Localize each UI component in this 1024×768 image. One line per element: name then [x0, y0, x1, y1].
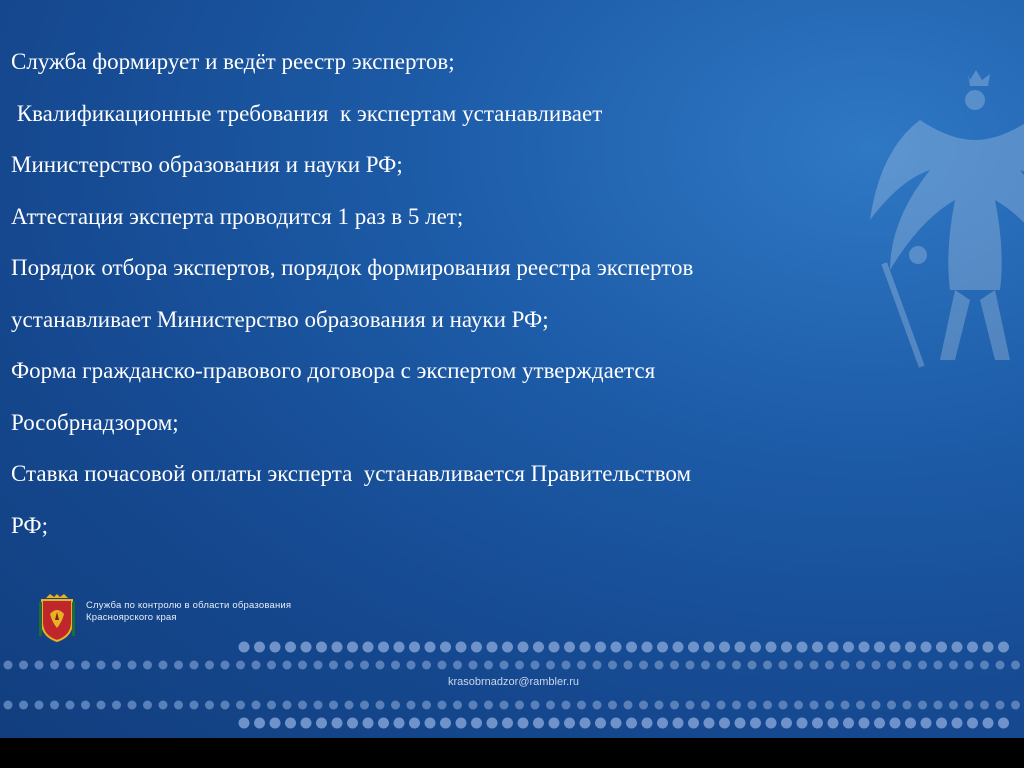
- decorative-dot: [735, 642, 746, 653]
- decorative-dot: [859, 642, 870, 653]
- decorative-dot: [905, 718, 916, 729]
- decorative-dot: [763, 661, 772, 670]
- decorative-dot: [301, 718, 312, 729]
- bullet-text: РФ;: [11, 512, 48, 538]
- decorative-dot: [580, 718, 591, 729]
- decorative-dot: [394, 642, 405, 653]
- decorative-dot: [301, 642, 312, 653]
- decorative-dot: [841, 701, 850, 710]
- decorative-dot: [921, 642, 932, 653]
- decorative-dot: [471, 718, 482, 729]
- decorative-dot: [673, 718, 684, 729]
- decorative-dot: [270, 642, 281, 653]
- bullet-text: Министерство образования и науки РФ;: [11, 152, 403, 177]
- decorative-dot: [611, 642, 622, 653]
- decorative-dot: [143, 661, 152, 670]
- decorative-dot: [456, 718, 467, 729]
- decorative-dot: [549, 642, 560, 653]
- decorative-dot: [624, 701, 633, 710]
- decorative-dot: [502, 718, 513, 729]
- bullet-text: Служба формирует и ведёт реестр экспертов;: [11, 49, 455, 74]
- decorative-dot: [143, 701, 152, 710]
- decorative-dot: [254, 642, 265, 653]
- decorative-dot: [221, 701, 230, 710]
- decorative-dot: [345, 701, 354, 710]
- decorative-dot: [549, 718, 560, 729]
- decorative-dot: [936, 642, 947, 653]
- decorative-dot: [533, 718, 544, 729]
- decorative-dot: [407, 701, 416, 710]
- decorative-dot: [425, 718, 436, 729]
- decorative-dot: [564, 642, 575, 653]
- decorative-dot: [254, 718, 265, 729]
- bullet-text: устанавливает Министерство образования и науки РФ;: [11, 306, 549, 332]
- decorative-dot: [533, 642, 544, 653]
- decorative-dot: [469, 701, 478, 710]
- decorative-dot: [996, 701, 1005, 710]
- decorative-dot: [391, 701, 400, 710]
- decorative-dot: [750, 718, 761, 729]
- decorative-dot: [952, 718, 963, 729]
- decorative-dot: [502, 642, 513, 653]
- decorative-dot: [236, 701, 245, 710]
- decorative-dot: [611, 718, 622, 729]
- decorative-dot: [360, 701, 369, 710]
- decorative-dot: [763, 701, 772, 710]
- decorative-dot: [190, 701, 199, 710]
- bullet-text: Аттестация эксперта проводится 1 раз в 5 лет;: [11, 203, 464, 229]
- decorative-dot: [905, 642, 916, 653]
- decorative-dot: [531, 701, 540, 710]
- decorative-dot: [81, 661, 90, 670]
- decorative-dot: [347, 718, 358, 729]
- decorative-dot: [859, 718, 870, 729]
- decorative-dot: [239, 718, 250, 729]
- decorative-dot: [469, 661, 478, 670]
- decorative-dot: [797, 642, 808, 653]
- decorative-dot: [4, 701, 13, 710]
- decorative-dot: [934, 661, 943, 670]
- decorative-dot: [701, 661, 710, 670]
- decorative-dot: [980, 661, 989, 670]
- decorative-dot: [267, 661, 276, 670]
- decorative-dot: [949, 661, 958, 670]
- decorative-dot: [642, 718, 653, 729]
- organization-name: [86, 600, 291, 624]
- decorative-dot: [128, 661, 137, 670]
- decorative-dot: [360, 661, 369, 670]
- decorative-dot: [267, 701, 276, 710]
- decorative-dot: [856, 661, 865, 670]
- decorative-dot: [407, 661, 416, 670]
- decorative-dot: [329, 701, 338, 710]
- decorative-dot: [965, 661, 974, 670]
- decorative-dot: [487, 718, 498, 729]
- decorative-dot: [903, 661, 912, 670]
- decorative-dot: [314, 661, 323, 670]
- decorative-dot: [484, 661, 493, 670]
- decorative-dot: [81, 701, 90, 710]
- decorative-dot: [719, 642, 730, 653]
- decorative-dot: [655, 661, 664, 670]
- decorative-dot: [1011, 661, 1020, 670]
- decorative-dot: [378, 718, 389, 729]
- decorative-dot: [874, 642, 885, 653]
- decorative-dot: [934, 701, 943, 710]
- decorative-dot: [345, 661, 354, 670]
- decorative-dot: [314, 701, 323, 710]
- decorative-dot: [391, 661, 400, 670]
- decorative-dot: [422, 701, 431, 710]
- decorative-dot: [890, 718, 901, 729]
- organization-logo: [38, 594, 291, 642]
- decorative-dot: [190, 661, 199, 670]
- decorative-dot: [887, 701, 896, 710]
- decorative-dot: [996, 661, 1005, 670]
- decorative-dot: [980, 701, 989, 710]
- decorative-dot: [500, 661, 509, 670]
- decorative-dot: [952, 642, 963, 653]
- decorative-dot: [440, 718, 451, 729]
- decorative-dot: [903, 701, 912, 710]
- decorative-dot: [577, 701, 586, 710]
- decorative-dot: [983, 718, 994, 729]
- decorative-dot: [608, 701, 617, 710]
- decorative-dot: [19, 701, 28, 710]
- decorative-dot: [453, 661, 462, 670]
- decorative-dot: [283, 701, 292, 710]
- decorative-dot: [298, 661, 307, 670]
- decorative-dot: [642, 642, 653, 653]
- decorative-dot: [828, 642, 839, 653]
- decorative-dot: [409, 642, 420, 653]
- decorative-dot: [983, 642, 994, 653]
- decorative-dot: [670, 661, 679, 670]
- decorative-dot: [810, 661, 819, 670]
- decorative-dot: [825, 661, 834, 670]
- decorative-dot: [719, 718, 730, 729]
- decorative-dot: [425, 642, 436, 653]
- decorative-dot: [781, 718, 792, 729]
- decorative-dot: [316, 642, 327, 653]
- decorative-dot: [843, 718, 854, 729]
- decorative-dot: [112, 661, 121, 670]
- decorative-dot: [205, 661, 214, 670]
- decorative-dot: [394, 718, 405, 729]
- decorative-dot: [97, 701, 106, 710]
- decorative-dot: [779, 661, 788, 670]
- bullet-list: [11, 36, 911, 551]
- decorative-dot: [577, 661, 586, 670]
- decorative-dot: [918, 701, 927, 710]
- decorative-dot: [239, 642, 250, 653]
- decorative-dot: [828, 718, 839, 729]
- decorative-dot: [236, 661, 245, 670]
- decorative-dot: [735, 718, 746, 729]
- decorative-dot: [626, 718, 637, 729]
- decorative-dot: [701, 701, 710, 710]
- decorative-dot: [686, 701, 695, 710]
- decorative-dot: [562, 661, 571, 670]
- decorative-dot: [872, 661, 881, 670]
- decorative-dot: [794, 701, 803, 710]
- decorative-dot: [732, 701, 741, 710]
- decorative-dot: [174, 701, 183, 710]
- decorative-dot: [670, 701, 679, 710]
- decorative-dot-row: [0, 658, 1024, 672]
- decorative-dot: [810, 701, 819, 710]
- decorative-dot: [608, 661, 617, 670]
- decorative-dot: [562, 701, 571, 710]
- decorative-dot: [252, 661, 261, 670]
- decorative-dot: [732, 661, 741, 670]
- decorative-dot: [936, 718, 947, 729]
- bullet-text: Квалификационные требования к экспертам устанавливает: [11, 100, 603, 126]
- decorative-dot: [704, 642, 715, 653]
- decorative-dot: [688, 642, 699, 653]
- decorative-dot: [363, 642, 374, 653]
- decorative-dot: [518, 642, 529, 653]
- krasnoyarsk-coat-of-arms-icon: [38, 594, 76, 642]
- decorative-dot-row: [0, 716, 1024, 730]
- decorative-dot: [797, 718, 808, 729]
- decorative-dot: [50, 661, 59, 670]
- decorative-dot: [19, 661, 28, 670]
- decorative-dot: [270, 718, 281, 729]
- decorative-dot-row: [0, 698, 1024, 712]
- decorative-dot: [593, 661, 602, 670]
- decorative-dot: [97, 661, 106, 670]
- decorative-dot: [409, 718, 420, 729]
- decorative-dot: [750, 642, 761, 653]
- decorative-dot: [487, 642, 498, 653]
- decorative-dot: [332, 642, 343, 653]
- decorative-dot: [347, 642, 358, 653]
- decorative-dot: [471, 642, 482, 653]
- decorative-dot: [717, 701, 726, 710]
- decorative-dot: [35, 661, 44, 670]
- decorative-dot: [221, 661, 230, 670]
- decorative-dot: [657, 718, 668, 729]
- decorative-dot: [841, 661, 850, 670]
- decorative-dot: [376, 661, 385, 670]
- decorative-dot: [332, 718, 343, 729]
- decorative-dot: [298, 701, 307, 710]
- decorative-dot: [921, 718, 932, 729]
- decorative-dot-row: [0, 640, 1024, 654]
- decorative-dot: [484, 701, 493, 710]
- decorative-dot: [376, 701, 385, 710]
- decorative-dot: [595, 642, 606, 653]
- organization-name-line: Служба по контролю в области образования: [86, 600, 292, 611]
- decorative-dot: [657, 642, 668, 653]
- decorative-dot: [918, 661, 927, 670]
- decorative-dot: [781, 642, 792, 653]
- decorative-dot: [766, 642, 777, 653]
- decorative-dot: [438, 701, 447, 710]
- decorative-dot: [515, 701, 524, 710]
- decorative-dot: [967, 642, 978, 653]
- decorative-dot: [66, 701, 75, 710]
- decorative-dot: [546, 701, 555, 710]
- decorative-dot: [673, 642, 684, 653]
- decorative-dot: [748, 701, 757, 710]
- decorative-dot: [66, 661, 75, 670]
- decorative-dot: [564, 718, 575, 729]
- decorative-dot: [856, 701, 865, 710]
- decorative-dot: [825, 701, 834, 710]
- decorative-dot: [874, 718, 885, 729]
- decorative-dot: [1011, 701, 1020, 710]
- decorative-dot: [283, 661, 292, 670]
- decorative-dot: [639, 701, 648, 710]
- decorative-dot: [998, 718, 1009, 729]
- decorative-dot: [453, 701, 462, 710]
- decorative-dot: [639, 661, 648, 670]
- decorative-dot: [593, 701, 602, 710]
- decorative-dot: [949, 701, 958, 710]
- decorative-dot: [779, 701, 788, 710]
- decorative-dot: [812, 718, 823, 729]
- decorative-dot: [4, 661, 13, 670]
- decorative-dot: [422, 661, 431, 670]
- decorative-dot: [35, 701, 44, 710]
- bullet-text: Рособрнадзором;: [11, 409, 179, 435]
- decorative-dot: [624, 661, 633, 670]
- decorative-dot: [686, 661, 695, 670]
- bullet-text: Форма гражданско-правового договора с экспертом утверждается: [11, 358, 656, 383]
- decorative-dot: [890, 642, 901, 653]
- decorative-dot: [438, 661, 447, 670]
- decorative-dot: [965, 701, 974, 710]
- decorative-dot: [205, 701, 214, 710]
- decorative-dot: [515, 661, 524, 670]
- decorative-dot: [440, 642, 451, 653]
- decorative-dot: [766, 718, 777, 729]
- decorative-dot: [843, 642, 854, 653]
- decorative-dot: [887, 661, 896, 670]
- decorative-dot: [456, 642, 467, 653]
- decorative-dot: [812, 642, 823, 653]
- decorative-dot: [748, 661, 757, 670]
- decorative-dot: [378, 642, 389, 653]
- decorative-dot: [363, 718, 374, 729]
- decorative-dot: [159, 661, 168, 670]
- decorative-dot: [531, 661, 540, 670]
- decorative-dot: [329, 661, 338, 670]
- decorative-dot: [580, 642, 591, 653]
- decorative-dot: [655, 701, 664, 710]
- bottom-band: [0, 738, 1024, 768]
- decorative-dot: [704, 718, 715, 729]
- decorative-dot: [50, 701, 59, 710]
- decorative-dot: [252, 701, 261, 710]
- bullet-text: Порядок отбора экспертов, порядок формирования реестра экспертов: [11, 255, 694, 280]
- organization-name-line: Красноярского края: [86, 612, 177, 623]
- decorative-dot: [794, 661, 803, 670]
- decorative-dot: [285, 718, 296, 729]
- bullet-text: Ставка почасовой оплаты эксперта устанавливается Правительством: [11, 461, 692, 486]
- decorative-dot: [546, 661, 555, 670]
- contact-email: krasobrnadzor@rambler.ru: [448, 676, 579, 688]
- decorative-dot: [174, 661, 183, 670]
- decorative-dot: [967, 718, 978, 729]
- decorative-dot: [717, 661, 726, 670]
- decorative-dot: [159, 701, 168, 710]
- decorative-dot: [128, 701, 137, 710]
- decorative-dot: [688, 718, 699, 729]
- decorative-dot: [595, 718, 606, 729]
- decorative-dot: [998, 642, 1009, 653]
- decorative-dot: [872, 701, 881, 710]
- decorative-dot: [316, 718, 327, 729]
- decorative-dot: [112, 701, 121, 710]
- decorative-dot: [285, 642, 296, 653]
- decorative-dot: [626, 642, 637, 653]
- decorative-dot: [500, 701, 509, 710]
- decorative-dot: [518, 718, 529, 729]
